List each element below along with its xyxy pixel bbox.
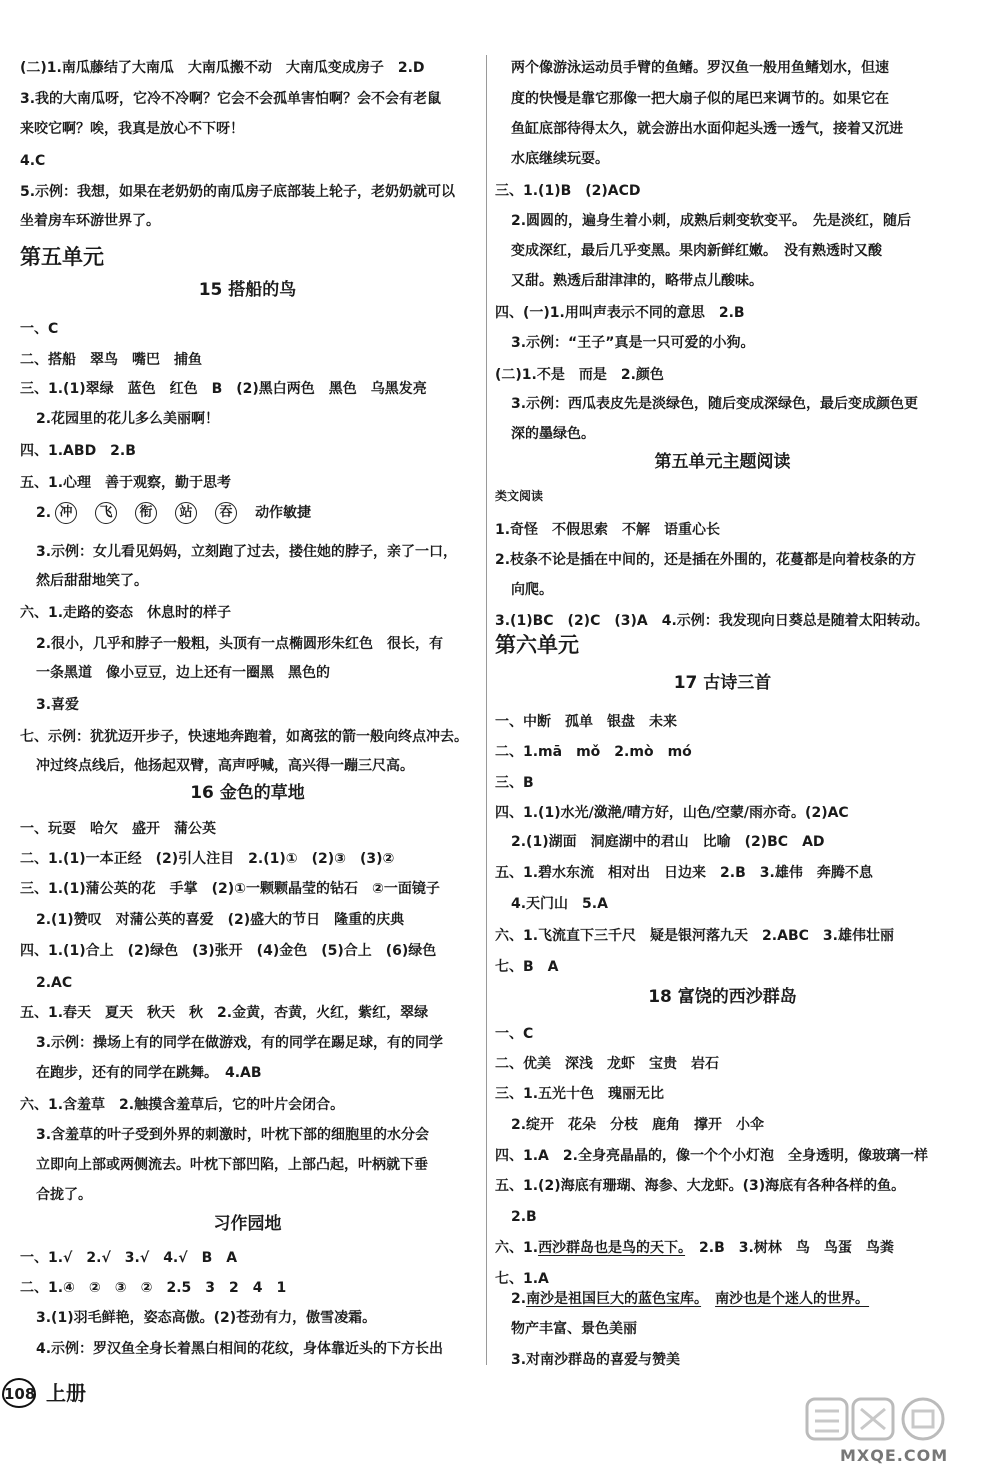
answer-line: (二)1.不是 而是 2.颜色 bbox=[495, 367, 664, 383]
answer-line: 四、1.(1)合上 (2)绿色 (3)张开 (4)金色 (5)合上 (6)绿色 bbox=[20, 943, 437, 959]
answer-line: 又甜。熟透后甜津津的，略带点儿酸味。 bbox=[511, 273, 763, 289]
answer-line: 5.示例：我想，如果在老奶奶的南瓜房子底部装上轮子，老奶奶就可以 bbox=[20, 184, 456, 200]
answer-line: 3.(1)羽毛鲜艳，姿态高傲。(2)苍劲有力，傲雪凌霜。 bbox=[36, 1310, 377, 1326]
answer-line: 2.(1)赞叹 对蒲公英的喜爱 (2)盛大的节日 隆重的庆典 bbox=[36, 912, 405, 928]
answer-line bbox=[495, 1237, 894, 1259]
answer-line: 2.枝条不论是插在中间的，还是插在外围的，花蔓都是向着枝条的方 bbox=[495, 552, 917, 568]
lesson-heading: 15 搭船的鸟 bbox=[198, 280, 297, 300]
section-subheading: 类文阅读 bbox=[495, 489, 544, 503]
answer-line: 六、1.走路的姿态 休息时的样子 bbox=[20, 605, 232, 621]
answer-text: 2.B 3.树林 鸟 鸟蛋 鸟粪 bbox=[685, 1240, 894, 1256]
answer-line: 4.天门山 5.A bbox=[511, 896, 608, 912]
answer-line: 一、1.√ 2.√ 3.√ 4.√ B A bbox=[20, 1250, 238, 1266]
unit-heading: 第五单元 bbox=[20, 245, 104, 269]
answer-line: 4.示例：罗汉鱼全身长着黑白相间的花纹，身体靠近头的下方长出 bbox=[36, 1341, 444, 1357]
answer-line: 立即向上部或两侧流去。叶枕下部凹陷，上部凸起，叶柄就下垂 bbox=[36, 1157, 428, 1173]
answer-line: 四、1.(1)水光/潋滟/晴方好，山色/空蒙/雨亦奇。(2)AC bbox=[495, 805, 849, 821]
answer-line bbox=[511, 1288, 869, 1310]
answer-line: 2.B bbox=[511, 1209, 537, 1225]
answer-line: 三、1.(1)B (2)ACD bbox=[495, 183, 641, 199]
answer-line: 一、中断 孤单 银盘 未来 bbox=[495, 714, 677, 730]
answer-line: 二、1.④ ② ③ ② 2.5 3 2 4 1 bbox=[20, 1280, 287, 1296]
answer-line: 在跑步，还有的同学在跳舞。 4.AB bbox=[36, 1065, 262, 1081]
answer-text: 2. bbox=[511, 1291, 527, 1307]
item-number: 2. bbox=[36, 505, 52, 521]
answer-line: 五、1.碧水东流 相对出 日边来 2.B 3.雄伟 奔腾不息 bbox=[495, 865, 873, 881]
underlined-answer: 南沙也是个迷人的世界。 bbox=[715, 1291, 870, 1307]
answer-line: 二、1.(1)一本正经 (2)引人注目 2.(1)① (2)③ (3)② bbox=[20, 851, 395, 867]
answer-line: 三、1.(1)翠绿 蓝色 红色 B (2)黑白两色 黑色 乌黑发亮 bbox=[20, 381, 427, 397]
column-divider bbox=[486, 55, 487, 1365]
answer-line: 物产丰富、景色美丽 bbox=[511, 1321, 637, 1337]
answer-line: 2.花园里的花儿多么美丽啊！ bbox=[36, 411, 220, 427]
answer-line: 七、示例：犹犹迈开步子，快速地奔跑着，如离弦的箭一般向终点冲去。 bbox=[20, 729, 468, 745]
answer-line: 2.AC bbox=[36, 975, 73, 991]
answer-line: 3.(1)BC (2)C (3)A 4.示例：我发现向日葵总是随着太阳转动。 bbox=[495, 613, 929, 629]
answer-line: 一、C bbox=[495, 1026, 534, 1042]
circled-character: 站 bbox=[175, 502, 197, 524]
answer-line: 五、1.心理 善于观察，勤于思考 bbox=[20, 475, 232, 491]
answer-line: 四、1.ABD 2.B bbox=[20, 443, 136, 459]
answer-line: 一、玩耍 哈欠 盛开 蒲公英 bbox=[20, 821, 216, 837]
answer-line: 两个像游泳运动员手臂的鱼鳍。罗汉鱼一般用鱼鳍划水，但速 bbox=[511, 60, 889, 76]
answer-line: 3.喜爱 bbox=[36, 697, 80, 713]
answer-line: 3.示例：“王子”真是一只可爱的小狗。 bbox=[511, 335, 755, 351]
answer-line: 3.示例：西瓜表皮先是淡绿色，随后变成深绿色，最后变成颜色更 bbox=[511, 396, 919, 412]
answer-line: 水底继续玩耍。 bbox=[511, 151, 609, 167]
answer-line: 五、1.(2)海底有珊瑚、海参、大龙虾。(3)海底有各种各样的鱼。 bbox=[495, 1178, 906, 1194]
underlined-answer: 南沙是祖国巨大的蓝色宝库。 bbox=[526, 1291, 702, 1307]
answer-line: 二、1.mā mǒ 2.mò mó bbox=[495, 744, 692, 760]
lesson-heading: 17 古诗三首 bbox=[673, 673, 772, 693]
answer-line: 3.我的大南瓜呀，它冷不冷啊？它会不会孤单害怕啊？会不会有老鼠 bbox=[20, 91, 442, 107]
answer-line: 1.奇怪 不假思索 不解 语重心长 bbox=[495, 522, 721, 538]
answer-line: (二)1.南瓜藤结了大南瓜 大南瓜搬不动 大南瓜变成房子 2.D bbox=[20, 60, 425, 76]
answer-line: 2.绽开 花朵 分枝 鹿角 撑开 小伞 bbox=[511, 1117, 765, 1133]
answer-line: 3.对南沙群岛的喜爱与赞美 bbox=[511, 1352, 681, 1368]
answer-line: 一条黑道 像小豆豆，边上还有一圈黑 黑色的 bbox=[36, 665, 330, 681]
answer-line: 坐着房车环游世界了。 bbox=[20, 213, 160, 229]
lesson-heading: 16 金色的草地 bbox=[190, 783, 305, 803]
answer-line: 向爬。 bbox=[511, 582, 553, 598]
answer-line: 冲过终点线后，他扬起双臂，高声呼喊，高兴得一蹦三尺高。 bbox=[36, 758, 414, 774]
answer-line: 鱼缸底部待得太久，就会游出水面仰起头透一透气，接着又沉进 bbox=[511, 121, 903, 137]
section-heading: 第五单元主题阅读 bbox=[654, 452, 791, 472]
answer-line: 2.很小，几乎和脖子一般粗，头顶有一点椭圆形朱红色 很长，有 bbox=[36, 636, 444, 652]
circled-row bbox=[36, 500, 311, 526]
answer-text: 六、1. bbox=[495, 1240, 539, 1256]
answer-line: 合拢了。 bbox=[36, 1187, 92, 1203]
answer-line: 三、1.(1)蒲公英的花 手掌 (2)①一颗颗晶莹的钻石 ②一面镜子 bbox=[20, 881, 440, 897]
answer-line: 三、B bbox=[495, 775, 534, 791]
answer-line: 2.圆圆的，遍身生着小刺，成熟后刺变软变平。 先是淡红，随后 bbox=[511, 213, 912, 229]
answer-line: 三、1.五光十色 瑰丽无比 bbox=[495, 1086, 665, 1102]
answer-line: 然后甜甜地笑了。 bbox=[36, 573, 148, 589]
answer-line: 四、1.A 2.全身亮晶晶的，像一个个小灯泡 全身透明，像玻璃一样 bbox=[495, 1148, 928, 1164]
lesson-heading: 习作园地 bbox=[213, 1214, 282, 1234]
answer-line: 六、1.飞流直下三千尺 疑是银河落九天 2.ABC 3.雄伟壮丽 bbox=[495, 928, 894, 944]
unit-heading: 第六单元 bbox=[495, 633, 579, 657]
answer-line: 二、优美 深浅 龙虾 宝贵 岩石 bbox=[495, 1056, 719, 1072]
circled-character: 衔 bbox=[135, 502, 157, 524]
volume-label: 上册 bbox=[46, 1381, 86, 1405]
spacer bbox=[701, 1291, 715, 1307]
answer-line: 四、(一)1.用叫声表示不同的意思 2.B bbox=[495, 305, 745, 321]
page-number: 108 bbox=[2, 1378, 36, 1408]
answer-line: 3.示例：操场上有的同学在做游戏，有的同学在踢足球，有的同学 bbox=[36, 1035, 444, 1051]
answer-line: 度的快慢是靠它那像一把大扇子似的尾巴来调节的。如果它在 bbox=[511, 91, 889, 107]
circled-character: 飞 bbox=[95, 502, 117, 524]
circled-row-tail: 动作敏捷 bbox=[255, 505, 312, 521]
answer-line: 五、1.春天 夏天 秋天 秋 2.金黄，杏黄，火红，紫红，翠绿 bbox=[20, 1005, 429, 1021]
answer-line: 七、1.A bbox=[495, 1271, 549, 1287]
answer-line: 来咬它啊？唉，我真是放心不下呀！ bbox=[20, 121, 244, 137]
answer-line: 六、1.含羞草 2.触摸含羞草后，它的叶片会闭合。 bbox=[20, 1097, 345, 1113]
answer-line: 一、C bbox=[20, 321, 59, 337]
circled-character: 冲 bbox=[55, 502, 77, 524]
answer-line: 2.(1)湖面 洞庭湖中的君山 比喻 (2)BC AD bbox=[511, 834, 825, 850]
answer-line: 变成深红，最后几乎变黑。果肉新鲜红嫩。 没有熟透时又酸 bbox=[511, 243, 882, 259]
answer-line: 3.含羞草的叶子受到外界的刺激时，叶枕下部的细胞里的水分会 bbox=[36, 1127, 430, 1143]
underlined-answer: 西沙群岛也是鸟的天下。 bbox=[538, 1240, 686, 1256]
answer-line: 3.示例：女儿看见妈妈，立刻跑了过去，搂住她的脖子，亲了一口， bbox=[36, 544, 458, 560]
answer-line: 深的墨绿色。 bbox=[511, 426, 595, 442]
watermark-text: MXQE.COM bbox=[840, 1446, 949, 1465]
answer-line: 二、搭船 翠鸟 嘴巴 捕鱼 bbox=[20, 352, 202, 368]
lesson-heading: 18 富饶的西沙群岛 bbox=[648, 987, 797, 1007]
circled-character: 吞 bbox=[215, 502, 237, 524]
answer-line: 4.C bbox=[20, 153, 46, 169]
answer-line: 七、B A bbox=[495, 959, 559, 975]
